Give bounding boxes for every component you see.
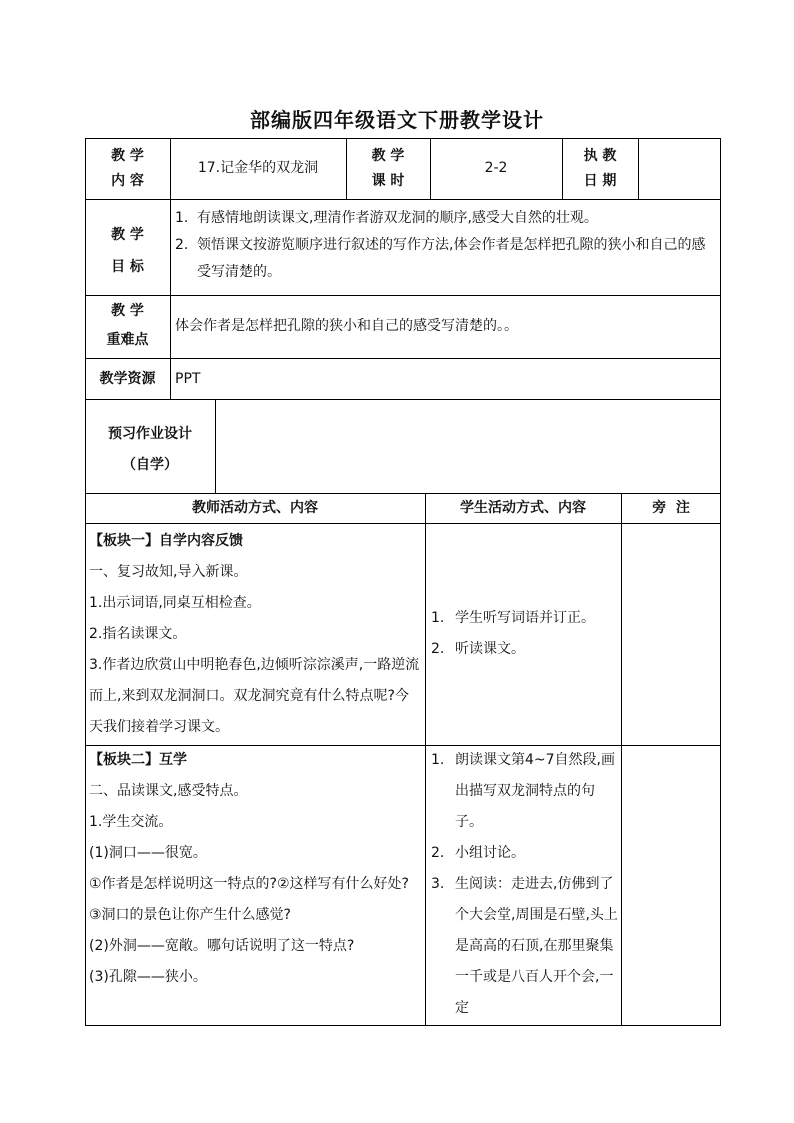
key-points-text: 体会作者是怎样把孔隙的狭小和自己的感受写清楚的。。 <box>175 318 518 334</box>
class-hours-value: 2-2 <box>484 160 508 176</box>
class-hours-label: 教 学 课 时 <box>371 148 405 189</box>
resources-text: PPT <box>175 371 201 387</box>
student-activity-header: 学生活动方式、内容 <box>460 500 586 516</box>
teaching-date-label: 执 教 日 期 <box>583 148 617 189</box>
teaching-content-value: 17.记金华的双龙洞 <box>197 160 319 176</box>
teacher-line: 一、复习故知,导入新课。 <box>89 564 248 580</box>
teacher-line: 1.出示词语,同桌互相检查。 <box>89 595 261 611</box>
lesson-plan-table <box>85 138 721 1026</box>
teaching-content-label: 教 学 内 容 <box>111 148 144 189</box>
student-item: 1. 朗读课文第4~7自然段,画出描写双龙洞特点的句子。 <box>431 752 615 830</box>
preview-homework-label: 预习作业设计 （自学） <box>108 426 192 473</box>
teacher-line: ①作者是怎样说明这一特点的?②这样写有什么好处? <box>89 876 409 892</box>
notes-header: 旁 注 <box>652 500 690 516</box>
page-title: 部编版四年级语文下册教学设计 <box>250 108 544 132</box>
resources-label: 教学资源 <box>99 371 156 387</box>
teacher-line: 2.指名读课文。 <box>89 626 187 642</box>
goal-item: 1. 有感情地朗读课文,理清作者游双龙洞的顺序,感受大自然的壮观。 <box>175 210 598 226</box>
student-item: 2. 听读课文。 <box>431 641 525 657</box>
student-item: 2. 小组讨论。 <box>431 845 525 861</box>
teaching-goals-list <box>175 205 715 286</box>
block1-student-content <box>431 603 617 665</box>
teacher-activity-header: 教师活动方式、内容 <box>192 500 318 516</box>
block1-teacher-content <box>89 526 422 743</box>
block1-heading: 【板块一】自学内容反馈 <box>89 533 243 549</box>
block2-teacher-content <box>89 745 422 993</box>
block2-heading: 【板块二】互学 <box>89 752 187 768</box>
teacher-line: 1.学生交流。 <box>89 814 173 830</box>
teaching-goals-label: 教 学 目 标 <box>111 227 144 275</box>
teacher-line: (1)洞口——很宽。 <box>89 845 207 861</box>
teacher-line: 3.作者边欣赏山中明艳春色,边倾听淙淙溪声,一路逆流而上,来到双龙洞洞口。双龙洞究竟有什么特点呢?今天我们接着学习课文。 <box>89 657 420 735</box>
goal-item: 2. 领悟课文按游览顺序进行叙述的写作方法,体会作者是怎样把孔隙的狭小和自己的感受写清楚的。 <box>175 237 706 280</box>
student-item: 3. 生阅读：走进去,仿佛到了个大会堂,周围是石壁,头上是高高的石顶,在那里聚集一千或是八百人开个会,一定 <box>431 876 618 1016</box>
teacher-line: ③洞口的景色让你产生什么感觉? <box>89 907 291 923</box>
student-item: 1. 学生听写词语并订正。 <box>431 610 595 626</box>
teacher-line: (2)外洞——宽敞。哪句话说明了这一特点? <box>89 938 355 954</box>
teacher-line: (3)孔隙——狭小。 <box>89 969 207 985</box>
block2-student-content <box>431 745 619 1025</box>
teacher-line: 二、品读课文,感受特点。 <box>89 783 248 799</box>
key-points-label: 教 学 重难点 <box>106 303 149 348</box>
